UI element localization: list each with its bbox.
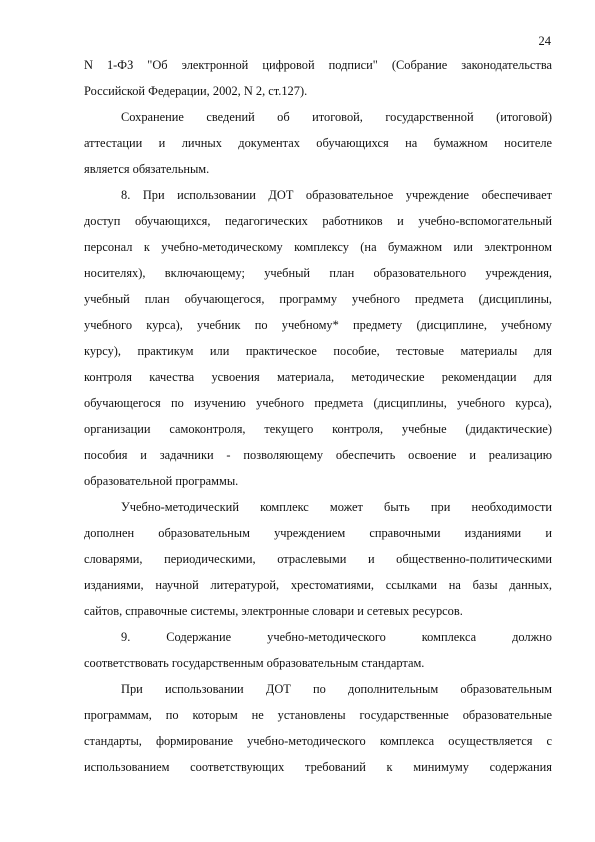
paragraph-records-storage	[84, 104, 552, 182]
text-line: изданиями, научной литературой, хрестоматиями, ссылками на базы данных,	[84, 578, 552, 592]
text-line: носителях), включающему; учебный план образовательного учреждения,	[84, 266, 552, 280]
text-line: программам, по которым не установлены государственные образовательные	[84, 708, 552, 722]
text-line: организации самоконтроля, текущего контроля, учебные (дидактические)	[84, 422, 552, 436]
paragraph-law-reference	[84, 52, 552, 104]
text-line: стандарты, формирование учебно-методического комплекса осуществляется с	[84, 734, 552, 748]
paragraph-item-8	[84, 182, 552, 494]
text-line: использованием соответствующих требований к минимуму содержания	[84, 760, 552, 774]
text-line: является обязательным.	[84, 162, 210, 176]
text-line: сайтов, справочные системы, электронные словари и сетевых ресурсов.	[84, 604, 463, 618]
paragraph-item-9	[84, 624, 552, 676]
text-line: дополнен образовательным учреждением справочными изданиями и	[84, 526, 552, 540]
document-body	[84, 52, 552, 780]
text-line: контроля качества усвоения материала, методические рекомендации для	[84, 370, 552, 384]
paragraph-additional-programs	[84, 676, 552, 780]
text-line: пособия и задачники - позволяющему обеспечить освоение и реализацию	[84, 448, 552, 462]
text-line: обучающегося по изучению учебного предмета (дисциплины, учебного курса),	[84, 396, 552, 410]
text-line: Сохранение сведений об итоговой, государственной (итоговой)	[121, 110, 552, 124]
text-line: курсу), практикум или практическое пособие, тестовые материалы для	[84, 344, 552, 358]
text-line: 8. При использовании ДОТ образовательное учреждение обеспечивает	[121, 188, 552, 202]
text-line: Российской Федерации, 2002, N 2, ст.127).	[84, 84, 308, 98]
page-number: 24	[538, 34, 551, 48]
text-line: N 1-ФЗ "Об электронной цифровой подписи" (Собрание законодательства	[84, 58, 552, 72]
text-line: При использовании ДОТ по дополнительным образовательным	[121, 682, 552, 696]
text-line: доступ обучающихся, педагогических работников и учебно-вспомогательный	[84, 214, 552, 228]
text-line: аттестации и личных документах обучающихся на бумажном носителе	[84, 136, 552, 150]
text-line: 9. Содержание учебно-методического комплекса должно	[121, 630, 552, 644]
text-line: учебного курса), учебник по учебному* предмету (дисциплине, учебному	[84, 318, 552, 332]
text-line: соответствовать государственным образовательным стандартам.	[84, 656, 425, 670]
paragraph-complex-supplement	[84, 494, 552, 624]
text-line: образовательной программы.	[84, 474, 239, 488]
text-line: словарями, периодическими, отраслевыми и общественно-политическими	[84, 552, 552, 566]
text-line: Учебно-методический комплекс может быть при необходимости	[121, 500, 552, 514]
text-line: персонал к учебно-методическому комплексу (на бумажном или электронном	[84, 240, 552, 254]
text-line: учебный план обучающегося, программу учебного предмета (дисциплины,	[84, 292, 552, 306]
